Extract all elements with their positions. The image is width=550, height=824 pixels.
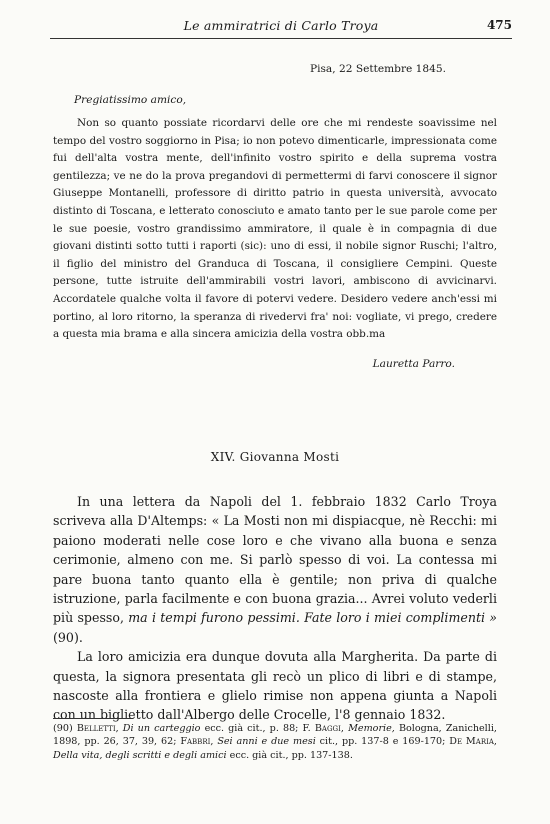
page-header <box>50 18 512 39</box>
footnote-author: Fabbri, <box>180 736 214 748</box>
footnote-title: Memorie, <box>348 723 395 734</box>
letter-body: Non so quanto possiate ricordarvi delle ore che mi rendeste soavissime nel tempo del vostro soggiorno in Pisa; io non potevo dimenticarle, impressionata come fui dell'alta vostra mente, dell'infinito vostro spirito e della suprema vostra gentilezza; ve ne do la prova pregandovi di permettermi di farvi conoscere il signor Giuseppe Montanelli, professore di diritto patrio in questa università, avvocato distinto di Toscana, e letterato conosciuto e amato tanto per le sue parole come per le sue poesie, vostro grandissimo ammiratore, il quale è in compagnia di due giovani distinti sotto tutti i raporti (sic): uno di essi, il nobile signor Ruschi; l'altro, il figlio del ministro del Granduca di Toscana, il consigliere Cempini. Queste persone, tutte istruite dell'ammirabili vostri lavori, ambiscono di avvicinarvi. Accordatele qualche volta il favore di potervi vedere. Desidero vedere anch'essi mi portino, al loro ritorno, la speranza di rivedervi fra' noi: vogliate, vi prego, credere a questa mia brama e alla sincera amicizia della vostra obb.ma <box>53 117 497 341</box>
footnote-title: Sei anni e due mesi <box>217 736 316 748</box>
footnote-marker: (90) <box>53 723 73 734</box>
footnote-author: Baggi, <box>314 723 344 734</box>
footnote-text: Bologna, Zanichelli, 1898, pp. 26, 37, 39, 62; <box>53 723 497 748</box>
footnote-text: cit., pp. 137-8 e 169-170; <box>319 736 446 748</box>
letter-dateline: Pisa, 22 Settembre 1845. <box>309 63 446 75</box>
paragraph-text: In una lettera da Napoli del 1. febbraio 1832 Carlo Troya scriveva alla D'Altemps: « La Mosti non mi dispiacque, nè Recchi: mi paiono moderati nelle cose loro e che vivano alla buona e senza cerimonie, almeno con me. Si parlò spesso di voi. La contessa mi pare buona tanto quanto ella è gentile; non priva di qualche istruzione, parla facilmente e con buona grazia... Avrei voluto vederli più spesso, <box>53 494 497 626</box>
footnote-text: ecc. già cit., pp. 137-138. <box>229 749 353 761</box>
footnote-author: Belletti, <box>76 723 119 734</box>
footnote-divider <box>53 718 133 719</box>
running-title: Le ammiratrici di Carlo Troya <box>183 18 379 33</box>
footnote-title: Della vita, degli scritti e degli amici <box>53 749 227 761</box>
footnote <box>53 722 497 762</box>
footnote-author: De Maria, <box>449 736 497 748</box>
letter-salutation: Pregiatissimo amico, <box>74 94 187 106</box>
page-number: 475 <box>486 18 512 32</box>
footnote-text: ecc. già cit., p. 88; F. <box>204 723 311 734</box>
main-text <box>53 492 497 725</box>
footnote-title: Di un carteggio <box>122 723 201 734</box>
section-heading: XIV. Giovanna Mosti <box>210 450 340 464</box>
footnote-reference: (90). <box>53 629 83 645</box>
quoted-italic-text: ma i tempi furono pessimi. Fate loro i miei complimenti » <box>128 610 498 626</box>
letter-signature: Lauretta Parro. <box>372 358 455 370</box>
paragraph: La loro amicizia era dunque dovuta alla Margherita. Da parte di questa, la signora presentata gli recò un plico di libri e di stampe, nascoste alla frontiera e glielo rimise non appena giunta a Napoli con un biglietto dall'Albergo delle Crocelle, l'8 gennaio 1832. <box>53 649 497 723</box>
paragraph <box>53 492 497 647</box>
